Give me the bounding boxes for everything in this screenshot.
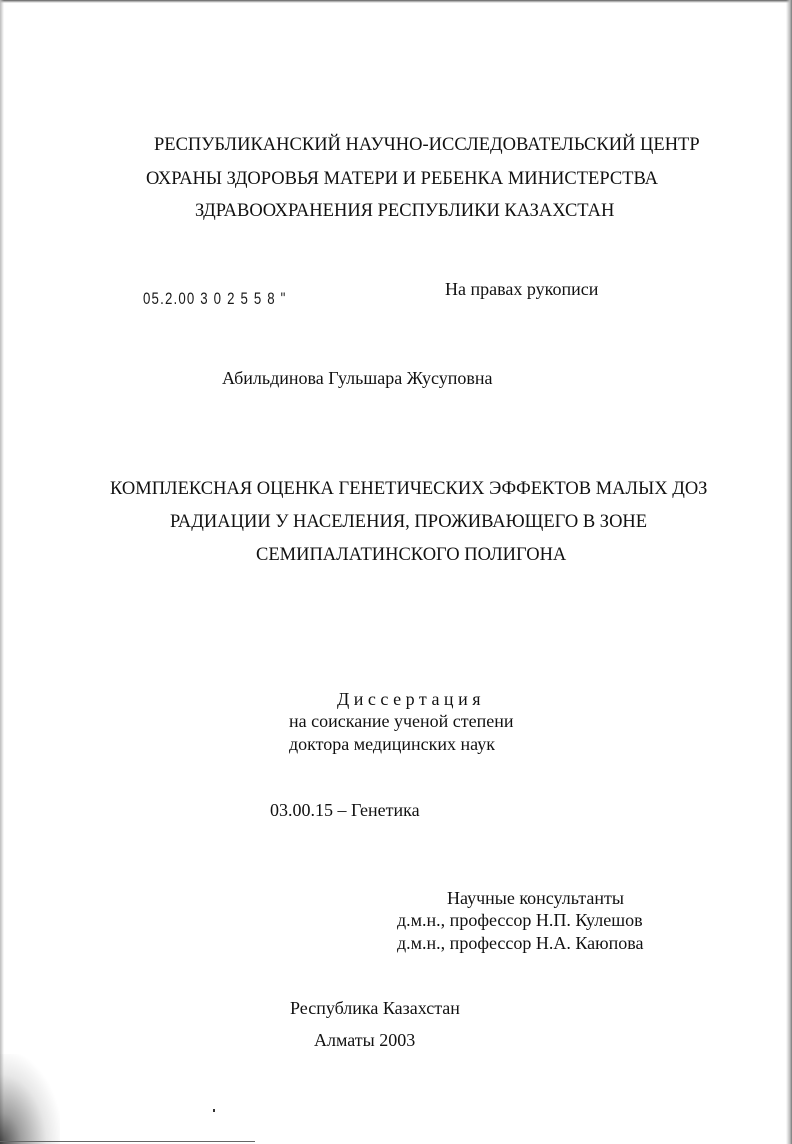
institution-line-3: ЗДРАВООХРАНЕНИЯ РЕСПУБЛИКИ КАЗАХСТАН — [195, 201, 615, 221]
work-type-label: Диссертация — [337, 689, 485, 709]
title-line-2: РАДИАЦИИ У НАСЕЛЕНИЯ, ПРОЖИВАЮЩЕГО В ЗОНЕ — [170, 512, 648, 532]
institution-line-1: РЕСПУБЛИКАНСКИЙ НАУЧНО-ИССЛЕДОВАТЕЛЬСКИЙ ЦЕНТР — [154, 135, 700, 155]
manuscript-rights: На правах рукописи — [445, 279, 599, 299]
institution-line-2: ОХРАНЫ ЗДОРОВЬЯ МАТЕРИ И РЕБЕНКА МИНИСТЕРСТВА — [146, 169, 659, 189]
place-country: Республика Казахстан — [290, 998, 460, 1018]
specialty: 03.00.15 – Генетика — [270, 800, 420, 820]
scan-edge-left — [0, 0, 4, 1144]
consultants-heading: Научные консультанты — [447, 888, 624, 908]
author-name: Абильдинова Гульшара Жусуповна — [222, 368, 493, 388]
catalog-stamp: 05.2.00 3 0 2 5 5 8 " — [143, 289, 287, 308]
scan-shadow-corner — [0, 1054, 60, 1144]
work-type-line-2: на соискание ученой степени — [289, 711, 514, 731]
consultant-2: д.м.н., профессор Н.А. Каюпова — [397, 933, 644, 953]
title-line-3: СЕМИПАЛАТИНСКОГО ПОЛИГОНА — [256, 545, 567, 565]
scan-speck — [213, 1109, 215, 1112]
title-line-1: КОМПЛЕКСНАЯ ОЦЕНКА ГЕНЕТИЧЕСКИХ ЭФФЕКТОВ МАЛЫХ ДОЗ — [110, 479, 708, 499]
place-city-year: Алматы 2003 — [314, 1030, 416, 1050]
work-type-line-3: доктора медицинских наук — [289, 734, 495, 754]
scan-edge-right — [786, 0, 792, 1144]
scan-bottom-line — [0, 1141, 255, 1142]
consultant-1: д.м.н., профессор Н.П. Кулешов — [397, 910, 643, 930]
scan-edge-top — [0, 0, 792, 3]
